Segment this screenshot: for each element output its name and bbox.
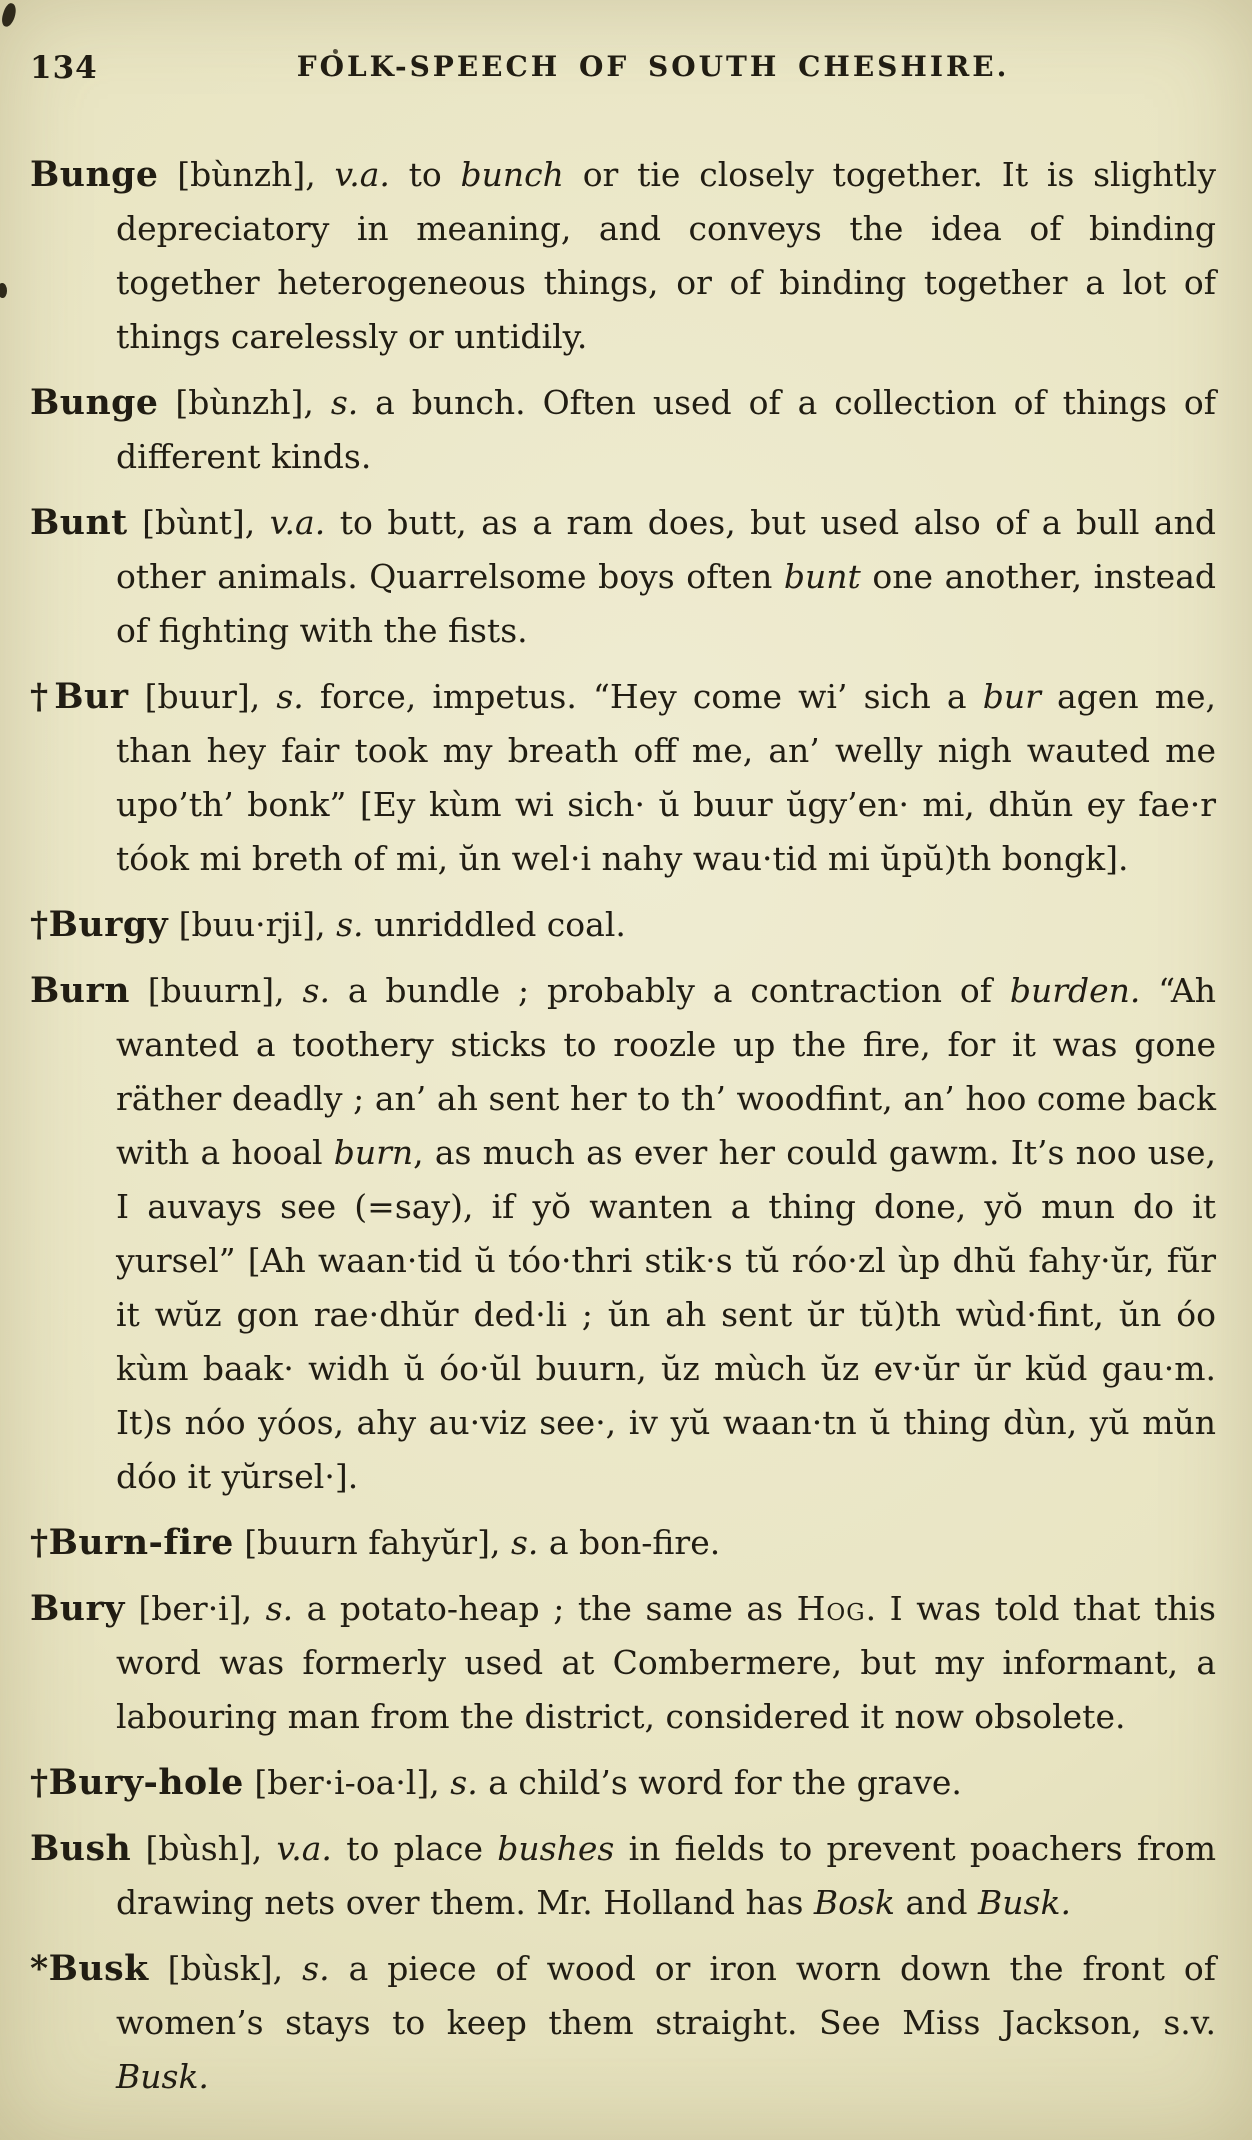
dictionary-entry [30,898,1216,952]
entry-text: bur [982,677,1041,716]
entry-text: s. [450,1763,478,1802]
dictionary-entry [30,496,1216,658]
entry-text: bunch [460,155,564,194]
entry-text: bushes [497,1829,615,1868]
entry-text: burden. [1009,971,1141,1010]
dictionary-entry [30,964,1216,1504]
entry-text: v.a. [334,155,390,194]
entry-headword: †Burn-fire [30,1522,234,1563]
entry-text: [bùnzh], [158,155,335,194]
entry-text: Hog [796,1589,866,1628]
entry-text: unriddled coal. [363,905,626,944]
entry-headword: Burn [30,970,130,1011]
entry-text: to [389,155,461,194]
entry-text: a potato-heap ; the same as [293,1589,797,1628]
dictionary-entry [30,1516,1216,1570]
dictionary-entry [30,376,1216,484]
entry-headword: †Burgy [30,904,169,945]
entry-headword: *Busk [30,1948,149,1989]
page-header [30,50,1216,90]
entry-text: a child’s word for the grave. [477,1763,962,1802]
entry-text: Busk. [978,1883,1071,1922]
entry-text: v.a. [269,503,326,542]
entry-text: s. [336,905,364,944]
entry-headword: Bunge [30,154,159,195]
entry-text: [bùnt], [127,503,270,542]
entry-text: Busk. [116,2057,209,2096]
entry-text: one another, instead of fighting with the fists. [116,557,1217,650]
entry-headword: Bury [30,1588,125,1629]
entry-text: a bon-fire. [538,1523,721,1562]
entry-text: s. [510,1523,539,1562]
entry-text: to butt, as a ram does, but used also of a bull and other animals. Quarrelsome boys often [116,503,1216,596]
entry-text: burn [333,1133,414,1172]
dictionary-entry [30,1582,1216,1744]
entry-headword: †Bury-hole [30,1762,244,1803]
entry-text: s. [302,971,330,1010]
entry-text: [bùsh], [131,1829,277,1868]
entry-text: or tie closely together. It is slightly depreciatory in meaning, and conveys the idea of binding together heterogeneous things, or of binding together a lot of things carelessly or untidily. [116,155,1216,356]
entry-headword: †Bur [30,676,129,717]
entry-text: [bùnzh], [158,383,331,422]
entry-text: [buurn], [129,971,303,1010]
scan-blemish [0,2,18,29]
entry-text: [buu·rji], [168,905,337,944]
dictionary-entry [30,1942,1216,2104]
entry-text: agen me, than hey fair took my breath off me, an’ welly nigh wauted me upo’th’ bonk” [Ey kùm wi sich· ŭ buur ŭgy’en· mi, dhŭn ey fae·r tóok mi breth of mi, ŭn wel·i nahy wau·tid mi ŭpŭ)th bongk]. [116,677,1217,878]
entry-text: [ber·i], [124,1589,266,1628]
entry-text: s. [265,1589,294,1628]
entry-text: “Ah wanted a toothery sticks to roozle up the fire, for it was gone räther deadly ; an’ ah sent her to th’ woodfint, an’ hoo come back with a hooal [116,971,1216,1172]
entry-text: and [894,1883,979,1922]
entry-text: in fields to prevent poachers from drawing nets over them. Mr. Holland has [116,1829,1216,1922]
running-title: FOLK-SPEECH OF SOUTH CHESHIRE. [296,50,1010,83]
entry-headword: Bush [30,1828,132,1869]
entry-text: force, impetus. “Hey come wi’ sich a [303,677,983,716]
entry-text: v.a. [276,1829,332,1868]
entry-text: to place [331,1829,498,1868]
entry-text: a bunch. Often used of a collection of things of different kinds. [116,383,1216,476]
entry-text: , as much as ever her could gawm. It’s noo use, I auvays see (=say), if yŏ wanten a thing done, yŏ mun do it yursel” [Ah waan·tid ŭ tóo·thri stik·s tŭ róo·zl ùp dhŭ fahy·ŭr, fŭr it wŭz gon rae·dhŭr ded·li ; ŭn ah sent ŭr tŭ)th wùd·fint, ŭn óo kùm baak· widh ŭ óo·ŭl buurn, ŭz mùch ŭz ev·ŭr ŭr kŭd gau·m. It)s nóo yóos, ahy au·viz see·, iv yŭ waan·tn ŭ thing dùn, yŭ mŭn dóo it yŭrsel·]. [116,1133,1216,1496]
entry-text: bunt [783,557,861,596]
entries [30,148,1216,2104]
entry-text: [bùsk], [148,1949,303,1988]
dictionary-entry [30,1756,1216,1810]
dictionary-entry [30,670,1216,886]
entry-headword: Bunt [30,502,128,543]
entry-headword: Bunge [30,382,159,423]
entry-text: [ber·i-oa·l], [243,1763,451,1802]
entry-text: [buur], [128,677,277,716]
entry-text: a piece of wood or iron worn down the front of women’s stays to keep them straight. See Miss Jackson, s.v. [116,1949,1217,2042]
scan-blemish [0,283,7,298]
dictionary-entry [30,148,1216,364]
entry-text: a bundle ; probably a contraction of [329,971,1010,1010]
entry-text: s. [330,383,359,422]
page-number: 134 [30,50,98,86]
entry-text: Bosk [813,1883,895,1922]
entry-text: s. [276,677,304,716]
entry-text: . I was told that this word was formerly used at Combermere, but my informant, a labouring man from the district, considered it now obsolete. [116,1589,1216,1736]
entry-text: s. [302,1949,330,1988]
dictionary-entry [30,1822,1216,1930]
entry-text: [buurn fahyŭr], [233,1523,511,1562]
